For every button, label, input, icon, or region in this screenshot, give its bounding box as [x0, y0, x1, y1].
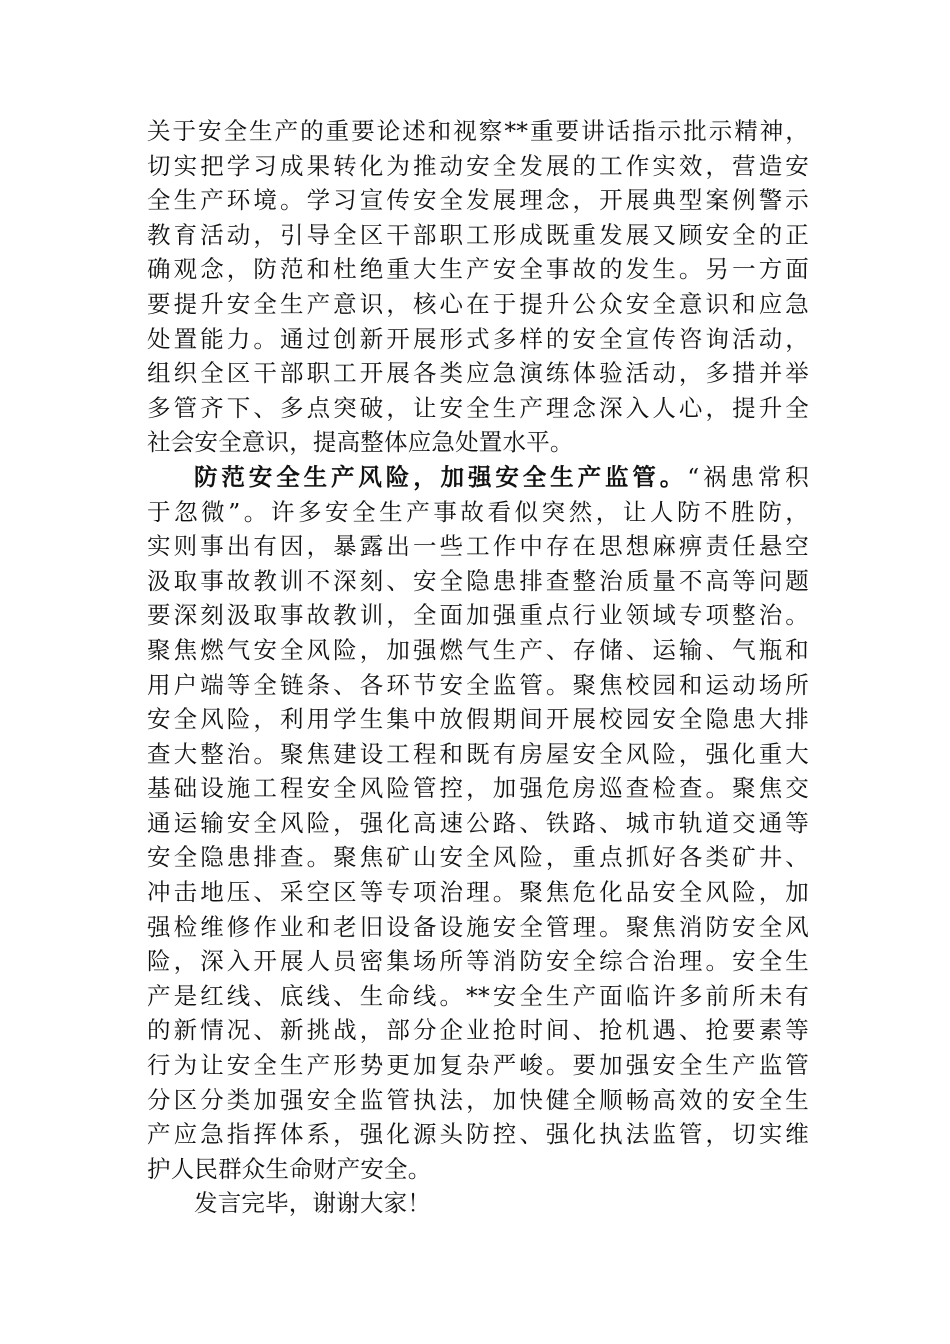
text-line: 教育活动，引导全区干部职工形成既重发展又顾安全的正 — [147, 220, 809, 249]
text-line: 多管齐下、多点突破，让安全生产理念深入人心，提升全 — [147, 393, 809, 422]
text-line: 切实把学习成果转化为推动安全发展的工作实效，营造安 — [147, 151, 809, 180]
text-line: 安全风险，利用学生集中放假期间开展校园安全隐患大排 — [147, 705, 809, 734]
text-line: 分区分类加强安全监管执法，加快健全顺畅高效的安全生 — [147, 1085, 809, 1114]
text-line: 安全隐患排查。聚焦矿山安全风险，重点抓好各类矿井、 — [147, 843, 809, 872]
text-line: 全生产环境。学习宣传安全发展理念，开展典型案例警示 — [147, 186, 809, 215]
text-line: 处置能力。通过创新开展形式多样的安全宣传咨询活动， — [147, 324, 809, 353]
text-line: 护人民群众生命财产安全。 — [147, 1154, 432, 1183]
text-line: 的新情况、新挑战，部分企业抢时间、抢机遇、抢要素等 — [147, 1016, 809, 1045]
text-line: 行为让安全生产形势更加复杂严峻。要加强安全生产监管 — [147, 1051, 809, 1080]
text-line: 产应急指挥体系，强化源头防控、强化执法监管，切实维 — [147, 1120, 809, 1149]
text-line: 组织全区干部职工开展各类应急演练体验活动，多措并举 — [147, 359, 809, 388]
closing-line: 发言完毕，谢谢大家！ — [194, 1189, 431, 1218]
text-line: 聚焦燃气安全风险，加强燃气生产、存储、运输、气瓶和 — [147, 635, 809, 664]
text-line: 冲击地压、采空区等专项治理。聚焦危化品安全风险，加 — [147, 878, 809, 907]
text-fragment: “祸患常积 — [687, 462, 809, 491]
text-line: 险，深入开展人员密集场所等消防安全综合治理。安全生 — [147, 947, 809, 976]
text-line: 实则事出有因，暴露出一些工作中存在思想麻痹责任悬空 — [147, 532, 809, 561]
paragraph-2-first-line — [147, 460, 809, 495]
text-line: 汲取事故教训不深刻、安全隐患排查整治质量不高等问题 — [147, 566, 809, 595]
text-line: 通运输安全风险，强化高速公路、铁路、城市轨道交通等 — [147, 808, 809, 837]
text-line: 强检维修作业和老旧设备设施安全管理。聚焦消防安全风 — [147, 912, 809, 941]
text-line: 产是红线、底线、生命线。**安全生产面临许多前所未有 — [147, 981, 809, 1010]
text-line: 要深刻汲取事故教训，全面加强重点行业领域专项整治。 — [147, 601, 809, 630]
text-line: 确观念，防范和杜绝重大生产安全事故的发生。另一方面 — [147, 255, 809, 284]
paragraph-1 — [147, 114, 809, 460]
text-line: 要提升安全生产意识，核心在于提升公众安全意识和应急 — [147, 289, 809, 318]
text-line: 查大整治。聚焦建设工程和既有房屋安全风险，强化重大 — [147, 739, 809, 768]
text-line: 基础设施工程安全风险管控，加强危房巡查检查。聚焦交 — [147, 774, 809, 803]
paragraph-heading: 防范安全生产风险，加强安全生产监管。 — [194, 462, 688, 491]
text-line: 社会安全意识，提高整体应急处置水平。 — [147, 428, 574, 457]
paragraph-2 — [147, 460, 809, 1186]
document-body — [147, 114, 809, 1221]
closing-paragraph — [147, 1186, 809, 1221]
text-line: 用户端等全链条、各环节安全监管。聚焦校园和运动场所 — [147, 670, 809, 699]
text-line: 关于安全生产的重要论述和视察**重要讲话指示批示精神， — [147, 117, 809, 145]
text-line: 于忽微”。许多安全生产事故看似突然，让人防不胜防， — [147, 497, 809, 526]
